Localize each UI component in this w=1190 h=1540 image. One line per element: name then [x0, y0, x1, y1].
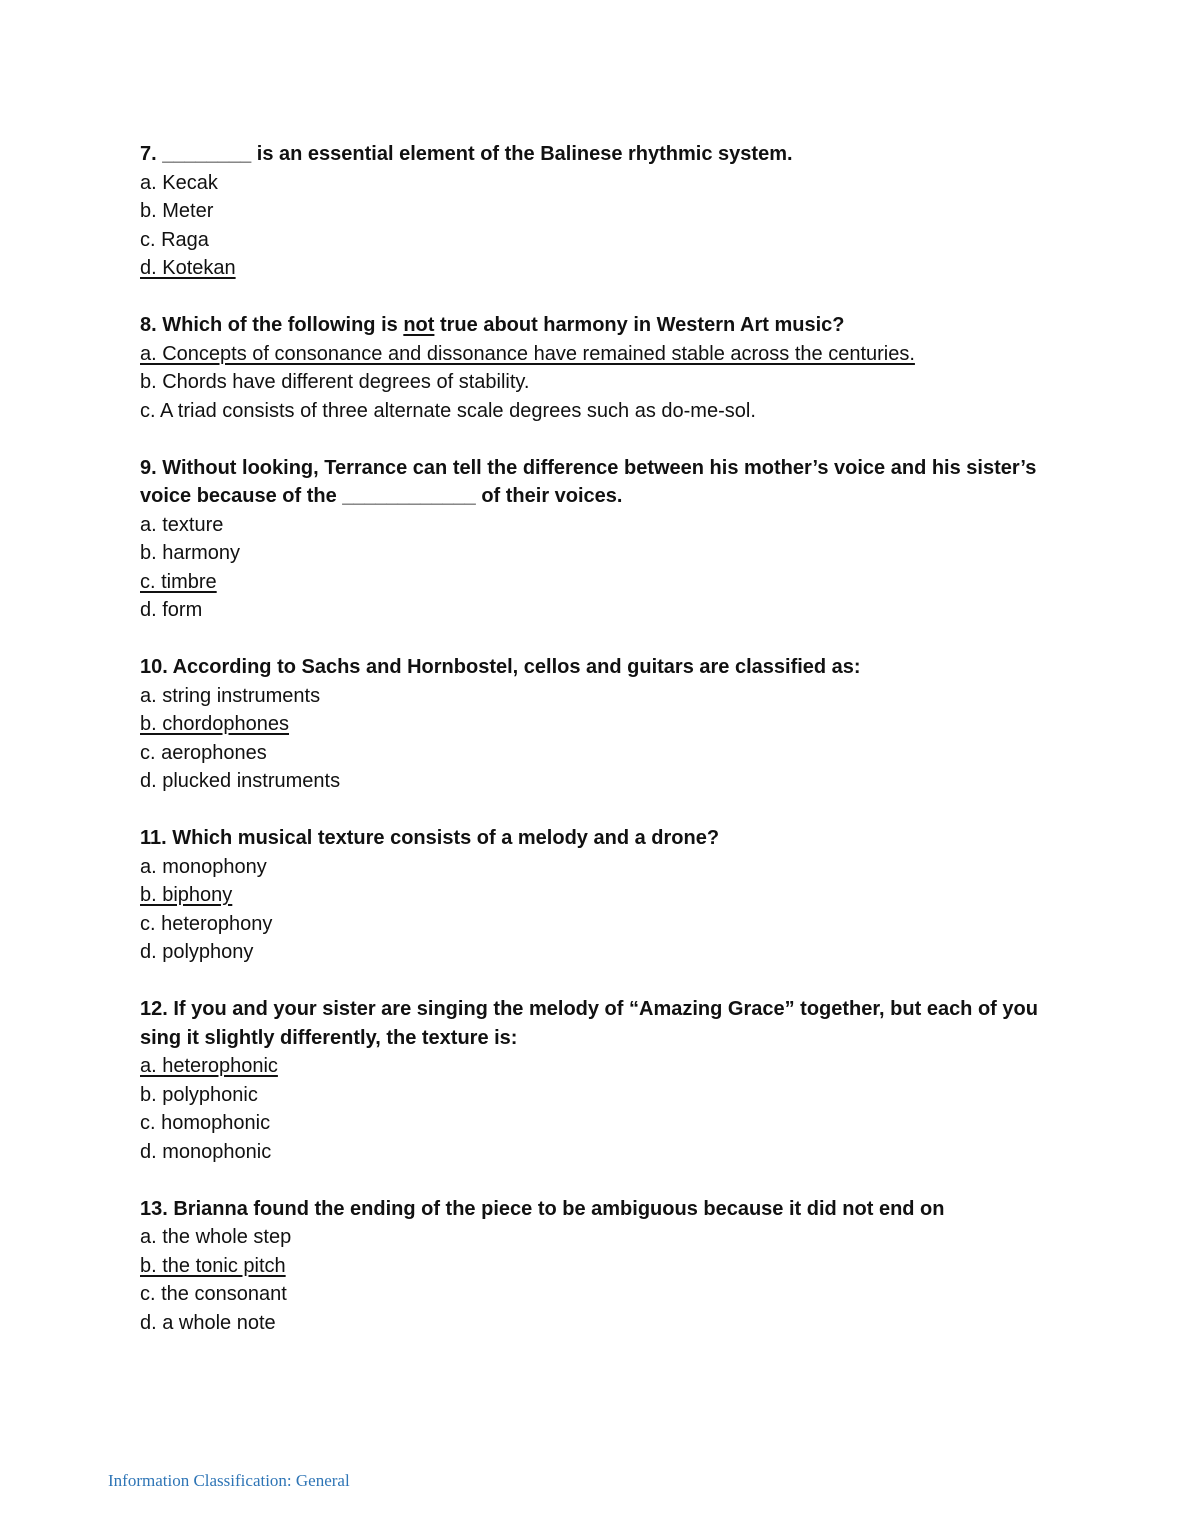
- question-prompt: [140, 311, 1040, 340]
- answer-option-text: a. Kecak: [140, 171, 218, 194]
- prompt-text: 9. Without looking, Terrance can tell the difference between his mother’s voice and his sister’s voice because of the ____________ of their voices.: [140, 456, 1037, 507]
- answer-option: [140, 397, 1040, 426]
- answer-option: [140, 1081, 1040, 1110]
- answer-option: [140, 169, 1040, 198]
- question-prompt: [140, 140, 1040, 169]
- answer-option-text: c. A triad consists of three alternate scale degrees such as do-me-sol.: [140, 399, 756, 422]
- answer-option-text: b. the tonic pitch: [140, 1254, 286, 1277]
- answer-option-correct: [140, 340, 1040, 369]
- answer-option: [140, 1109, 1040, 1138]
- answer-option-text: b. harmony: [140, 542, 241, 564]
- answer-option: [140, 596, 1040, 625]
- answer-option: [140, 938, 1040, 967]
- answer-option: [140, 539, 1040, 568]
- question-list: [140, 140, 1040, 1366]
- prompt-text: 7. ________ is an essential element of the Balinese rhythmic system.: [140, 143, 793, 165]
- answer-option-text: a. heterophonic: [140, 1055, 278, 1077]
- answer-option-text: c. Raga: [140, 228, 209, 251]
- answer-option: [140, 1138, 1040, 1167]
- answer-option-text: a. texture: [140, 513, 224, 536]
- answer-option-text: c. aerophones: [140, 741, 267, 764]
- prompt-text: 12. If you and your sister are singing the melody of “Amazing Grace” together, but each of you sing it slightly differently, the texture is:: [140, 998, 1038, 1049]
- answer-option-text: d. monophonic: [140, 1140, 272, 1163]
- prompt-text: 11. Which musical texture consists of a melody and a drone?: [140, 827, 720, 849]
- prompt-text: 10. According to Sachs and Hornbostel, cellos and guitars are classified as:: [140, 656, 861, 678]
- question-prompt: [140, 653, 1040, 682]
- answer-option-text: a. string instruments: [140, 684, 321, 707]
- answer-option-text: b. Chords have different degrees of stability.: [140, 371, 530, 393]
- prompt-text: 13. Brianna found the ending of the piece to be ambiguous because it did not end on: [140, 1197, 945, 1220]
- question-prompt: [140, 824, 1040, 853]
- question-prompt: [140, 995, 1040, 1052]
- question-block: [140, 454, 1040, 625]
- answer-option: [140, 368, 1040, 397]
- answer-option-correct: [140, 881, 1040, 910]
- answer-option-correct: [140, 568, 1040, 597]
- answer-option-text: b. polyphonic: [140, 1083, 258, 1106]
- question-block: [140, 824, 1040, 967]
- answer-option: [140, 226, 1040, 255]
- answer-option-text: b. Meter: [140, 200, 214, 222]
- answer-option-text: b. chordophones: [140, 713, 290, 735]
- prompt-text: true about harmony in Western Art music?: [434, 314, 845, 336]
- answer-option-text: d. Kotekan: [140, 257, 236, 279]
- question-block: [140, 653, 1040, 796]
- answer-option-text: c. timbre: [140, 570, 217, 593]
- answer-option: [140, 1309, 1040, 1338]
- answer-option-text: d. polyphony: [140, 941, 254, 963]
- answer-option-text: a. the whole step: [140, 1226, 292, 1248]
- answer-option-correct: [140, 1252, 1040, 1281]
- prompt-text: 8. Which of the following is: [140, 314, 404, 336]
- answer-option-text: d. a whole note: [140, 1311, 276, 1334]
- answer-option: [140, 1223, 1040, 1252]
- question-prompt: [140, 1195, 1040, 1224]
- footer-classification: Information Classification: General: [108, 1471, 350, 1490]
- question-block: [140, 311, 1040, 425]
- answer-option: [140, 511, 1040, 540]
- answer-option: [140, 853, 1040, 882]
- question-prompt: [140, 454, 1040, 511]
- question-block: [140, 140, 1040, 283]
- prompt-emphasis: not: [403, 314, 435, 336]
- answer-option: [140, 682, 1040, 711]
- question-block: [140, 1195, 1040, 1338]
- answer-option-text: d. form: [140, 599, 203, 621]
- answer-option-text: d. plucked instruments: [140, 770, 341, 792]
- answer-option-text: c. heterophony: [140, 912, 273, 935]
- answer-option-text: c. the consonant: [140, 1283, 287, 1305]
- answer-option: [140, 1280, 1040, 1309]
- answer-option-text: c. homophonic: [140, 1112, 271, 1134]
- answer-option: [140, 197, 1040, 226]
- answer-option-text: b. biphony: [140, 884, 233, 906]
- answer-option-correct: [140, 1052, 1040, 1081]
- answer-option: [140, 767, 1040, 796]
- question-block: [140, 995, 1040, 1166]
- answer-option: [140, 739, 1040, 768]
- answer-option-text: a. monophony: [140, 855, 267, 878]
- answer-option-text: a. Concepts of consonance and dissonance have remained stable across the centuries.: [140, 342, 915, 365]
- answer-option-correct: [140, 710, 1040, 739]
- answer-option-correct: [140, 254, 1040, 283]
- answer-option: [140, 910, 1040, 939]
